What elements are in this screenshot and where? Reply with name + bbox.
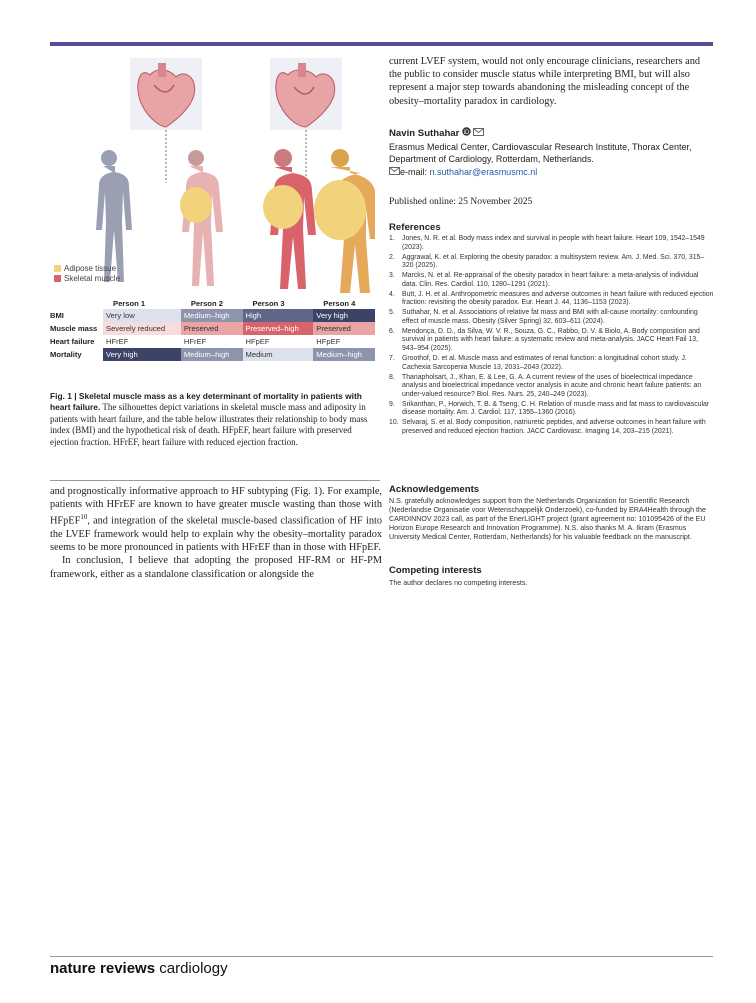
row-label: Heart failure [50,337,95,346]
row-label: Muscle mass [50,324,98,333]
reference-item [389,272,715,289]
figure-caption [50,391,380,448]
figure-illustration [50,55,375,295]
table-cell: Medium–high [181,348,243,361]
table-cell: Medium–high [181,309,243,322]
citation-superscript: 10 [80,513,88,522]
reference-number: 5. [389,309,395,317]
table-cell: Severely reduced [103,322,181,335]
reference-number: 9. [389,400,395,408]
reference-text: Jones, N. R. et al. Body mass index and survival in people with heart failure. Heart 109, 1542–1549 (2023). [402,235,705,251]
author-block [389,127,715,178]
published-date: Published online: 25 November 2025 [389,196,533,207]
figure-table [50,298,375,361]
figure-1 [50,55,375,385]
table-cell: HFrEF [181,335,243,348]
row-label: BMI [50,311,64,320]
email-icon[interactable] [473,127,484,140]
journal-logo [50,960,228,977]
logo-journal: cardiology [155,960,228,977]
reference-text: Groothof, D. et al. Muscle mass and estimates of renal function: a longitudinal cohort study. J. Cachexia Sarcopenia Muscle 13, 2031–2043 (2022). [402,355,687,371]
competing-interests-text: The author declares no competing interests. [389,579,528,587]
reference-text: Marcks, N. et al. Re-appraisal of the obesity paradox in heart failure: a meta-analysis of individual data. Clin. Res. Cardiol. 110, 1280–1291 (2021). [402,272,699,288]
table-corner [50,298,103,309]
reference-item [389,401,715,418]
reference-text: Srikanthan, P., Horwich, T. B. & Tseng, C. H. Relation of muscle mass and fat mass to cardiovascular disease mortality. Am. J. Cardiol. 117, 1355–1360 (2016). [402,400,710,417]
table-cell: Medium [243,348,314,361]
author-name: Navin Suthahar [389,128,460,139]
reference-text: Butt, J. H. et al. Anthropometric measures and adverse outcomes in heart failure with reduced ejection fraction: revisiting the obesity paradox. Eur. Heart J. 44, 1136–1153 (2023). [402,290,714,307]
caption-text: The silhouettes depict variations in skeletal muscle mass and adiposity in patients with heart failure, and the table below illustrates their relationship to body mass index (BMI) and the hypothetical risk of death. HFpEF, heart failure with preserved ejection fraction. HFrEF, heart failure with reduced ejection fraction. [50,402,368,447]
row-label: Mortality [50,350,82,359]
paragraph-text: and prognostically informative approach to HF subtyping (Fig. 1). For example, patients with HFrEF are known to have greater muscle wasting than those with HFpEF [50,486,382,527]
legend-adipose [54,264,120,274]
caption-label: Fig. 1 | Skeletal muscle mass as a key determinant of mortality in patients with heart failure. [50,391,362,413]
caption-divider [50,480,380,481]
reference-number: 4. [389,290,395,298]
email-link[interactable]: n.suthahar@erasmusmc.nl [429,166,538,177]
acknowledgements-heading: Acknowledgements [389,484,480,495]
reference-item [389,374,715,400]
table-row [50,335,375,348]
table-row [50,309,375,322]
reference-number: 8. [389,373,395,381]
svg-text:iD: iD [463,130,470,137]
table-cell: Very low [103,309,181,322]
reference-text: Suthahar, N. et al. Associations of relative fat mass and BMI with all-cause mortality: confounding effect of muscle mass. Obesity (Silver Spring) 32, 603–611 (2024). [402,309,698,325]
reference-item [389,328,715,354]
paragraph [50,485,382,554]
right-body-text: current LVEF system, would not only encourage clinicians, researchers and the public to consider muscle status while interpreting BMI, but will also represent a major step towards abandoning the misleading concept of the obesity–mortality paradox in cardiology. [389,56,701,107]
silhouette-person-2 [180,150,223,286]
silhouette-person-1 [96,150,132,282]
competing-interests-heading: Competing interests [389,565,482,576]
reference-number: 2. [389,253,395,261]
author-affiliation: Erasmus Medical Center, Cardiovascular Research Institute, Thorax Center, Department of Cardiology, Rotterdam, Netherlands. [389,141,692,164]
reference-item [389,235,715,252]
column-header: Person 3 [252,299,285,308]
table-cell: Preserved–high [243,322,314,335]
orcid-icon[interactable] [462,127,471,140]
reference-number: 1. [389,235,395,242]
reference-text: Mendonça, D. D., da Silva, W. V. R., Souza, G. C., Rabbo, D. V. & Biolo, A. Body composition and survival in patients with heart failure: a systematic review and meta-analysis. JACC Heart Fail 13, 943–954 (2025). [402,327,700,353]
reference-item [389,355,715,372]
adipose-swatch [54,265,61,272]
table-cell: Preserved [181,322,243,335]
muscle-swatch [54,275,61,282]
reference-text: Selvaraj, S. et al. Body composition, natriuretic peptides, and adverse outcomes in heart failure with preserved and reduced ejection fraction. JACC Cardiovasc. Imaging 14, 203–215 (2021). [402,419,706,435]
reference-item [389,291,715,308]
reference-number: 10. [389,419,399,427]
table-cell: HFrEF [103,335,181,348]
table-cell: Very high [313,309,375,322]
table-cell: Preserved [313,322,375,335]
journal-header-bar [50,42,713,46]
reference-item [389,419,715,436]
table-row [50,348,375,361]
table-cell: Very high [103,348,181,361]
table-cell: High [243,309,314,322]
email-label: e-mail: [400,166,430,177]
legend-adipose-label: Adipose tissue [64,264,117,273]
logo-brand: nature reviews [50,960,156,977]
reference-number: 6. [389,327,395,335]
heart-illustration-person-2 [130,58,202,130]
table-cell: Medium–high [313,348,375,361]
reference-text: Aggrawal, K. et al. Exploring the obesity paradox: a multisystem review. Am. J. Med. Sci. 370, 315–320 (2025). [402,253,705,270]
paragraph-text: , and integration of the skeletal muscle-based classification of HF into the LVEF framework would help to explain why the obesity–mortality paradox seems to be more pronounced in patients with HFrEF than in those with HFpEF. [50,515,382,554]
column-header: Person 2 [190,299,223,308]
footer-divider [50,956,713,957]
paragraph: In conclusion, I believe that adopting the proposed HF-RM or HF-PM framework, either as a standalone classification or alongside the [50,555,382,580]
email-icon [389,166,400,179]
heart-illustration-person-3 [270,58,342,130]
column-header: Person 4 [323,299,356,308]
figure-legend [54,264,120,284]
legend-muscle-label: Skeletal muscle [64,274,121,283]
references-heading: References [389,222,441,233]
table-row [50,322,375,335]
author-email-line [389,166,715,179]
silhouette-person-3 [263,149,316,289]
reference-item [389,309,715,326]
references-list [389,235,715,438]
table-cell: HFpEF [313,335,375,348]
left-body-text [50,485,382,581]
reference-text: Thanapholsart, J., Khan, E. & Lee, G. A. A current review of the uses of bioelectrical impedance analysis and bioelectrical impedance vector analysis in acute and chronic heart failure patients: an under-valued resource? Biol. Res. Nurs. 25, 240–249 (2023). [402,373,702,398]
reference-number: 7. [389,355,395,363]
column-header: Person 1 [113,299,146,308]
legend-muscle [54,274,120,284]
acknowledgements-text: N.S. gratefully acknowledges support from the Netherlands Organization for Scientific Research (Nederlandse Organisatie voor Wetenschappelijk Onderzoek), co-funded by ERA4Health through the CARDINNOV 2023 call, as part of the EnerLIGHT project (grant agreement no: 101095426 of the EU Horizon Europe Research and Innovation Programme). N.S. also thanks M. A. Ikram (Erasmus University Medical Center, Rotterdam, Netherlands) for his valuable feedback on the manuscript. [389,497,706,541]
silhouette-person-4 [314,149,375,293]
reference-item [389,254,715,271]
table-cell: HFpEF [243,335,314,348]
reference-number: 3. [389,272,395,280]
